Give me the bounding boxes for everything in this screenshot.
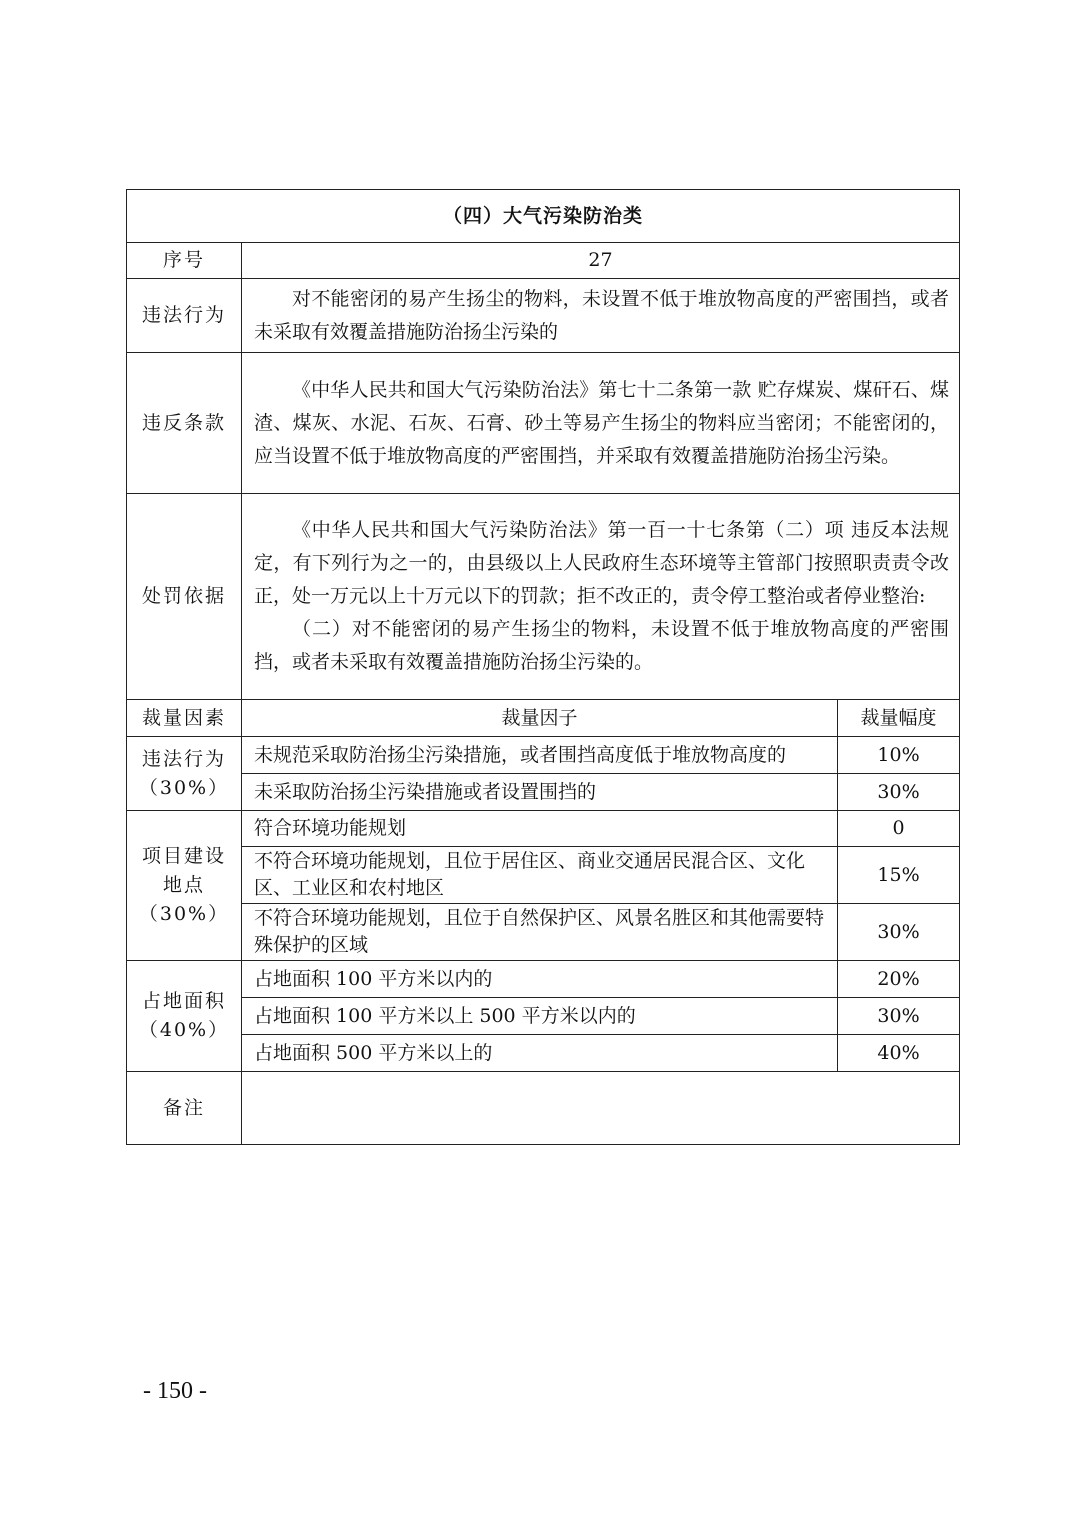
- group-label-line: （30%）: [138, 903, 230, 925]
- factor-text: 未采取防治扬尘污染措施或者设置围挡的: [242, 774, 838, 811]
- factor-text: 未规范采取防治扬尘污染措施，或者围挡高度低于堆放物高度的: [242, 737, 838, 774]
- penalty-basis-paragraph: 《中华人民共和国大气污染防治法》第一百一十七条第（二）项 违反本法规定，有下列行为之一的，由县级以上人民政府生态环境等主管部门按照职责责令改正，处一万元以上十万元以下的罚款；拒不改正的，责令停工整治或者停业整治:: [254, 519, 950, 607]
- group-label-area: [127, 961, 242, 1072]
- discretion-row: [127, 811, 960, 847]
- discretion-row: [127, 961, 960, 998]
- violated-clause-cell: [242, 353, 960, 494]
- discretion-row: [127, 774, 960, 811]
- table-title: （四）大气污染防治类: [127, 190, 960, 243]
- group-label-line: 违法行为: [141, 747, 226, 770]
- violated-clause-text: 《中华人民共和国大气污染防治法》第七十二条第一款 贮存煤炭、煤矸石、煤渣、煤灰、水泥、石灰、石膏、砂土等易产生扬尘的物料应当密闭；不能密闭的，应当设置不低于堆放物高度的严密围挡，并采取有效覆盖措施防治扬尘污染。: [254, 378, 950, 467]
- discretion-row: [127, 847, 960, 904]
- factor-pct: 20%: [838, 961, 960, 998]
- remarks-row: [127, 1072, 960, 1145]
- discretion-row: [127, 998, 960, 1035]
- group-label-violation: [127, 737, 242, 811]
- factor-text: 不符合环境功能规划，且位于居住区、商业交通居民混合区、文化区、工业区和农村地区: [242, 847, 838, 904]
- factor-pct: 30%: [838, 904, 960, 961]
- page-number: - 150 -: [143, 1378, 207, 1404]
- penalty-basis-row: [127, 494, 960, 700]
- group-label-line: （30%）: [138, 776, 230, 799]
- factor-pct: 40%: [838, 1035, 960, 1072]
- serial-row: [127, 243, 960, 279]
- violation-label: 违法行为: [127, 279, 242, 353]
- penalty-basis-paragraph: （二）对不能密闭的易产生扬尘的物料，未设置不低于堆放物高度的严密围挡，或者未采取有效覆盖措施防治扬尘污染的。: [254, 618, 950, 673]
- factor-pct: 10%: [838, 737, 960, 774]
- violation-text: 对不能密闭的易产生扬尘的物料，未设置不低于堆放物高度的严密围挡，或者未采取有效覆盖措施防治扬尘污染的: [254, 287, 950, 343]
- factor-text: 不符合环境功能规划，且位于自然保护区、风景名胜区和其他需要特殊保护的区域: [242, 904, 838, 961]
- group-label-line: 地点: [162, 874, 205, 896]
- group-label-location: [127, 811, 242, 961]
- serial-label: 序号: [127, 243, 242, 279]
- discretion-row: [127, 1035, 960, 1072]
- factor-text: 占地面积 100 平方米以内的: [242, 961, 838, 998]
- violation-row: [127, 279, 960, 353]
- discretion-factor-header: 裁量因素: [127, 700, 242, 737]
- factor-pct: 30%: [838, 774, 960, 811]
- discretion-range-header: 裁量幅度: [838, 700, 960, 737]
- discretion-row: [127, 904, 960, 961]
- discretion-item-header: 裁量因子: [242, 700, 838, 737]
- group-label-line: （40%）: [138, 1019, 230, 1041]
- factor-pct: 30%: [838, 998, 960, 1035]
- factor-text: 占地面积 100 平方米以上 500 平方米以内的: [242, 998, 838, 1035]
- penalty-basis-cell: [242, 494, 960, 700]
- remarks-label: 备注: [127, 1072, 242, 1145]
- remarks-value: [242, 1072, 960, 1145]
- penalty-basis-label: 处罚依据: [127, 494, 242, 700]
- title-row: [127, 190, 960, 243]
- penalty-discretion-table: [126, 189, 960, 1145]
- group-label-line: 项目建设: [141, 845, 226, 867]
- factor-text: 符合环境功能规划: [242, 811, 838, 847]
- violated-clause-row: [127, 353, 960, 494]
- factor-text: 占地面积 500 平方米以上的: [242, 1035, 838, 1072]
- factor-pct: 15%: [838, 847, 960, 904]
- serial-value: 27: [242, 243, 960, 279]
- discretion-row: [127, 737, 960, 774]
- discretion-header-row: [127, 700, 960, 737]
- violated-clause-label: 违反条款: [127, 353, 242, 494]
- group-label-line: 占地面积: [141, 990, 226, 1012]
- violation-text-cell: [242, 279, 960, 353]
- factor-pct: 0: [838, 811, 960, 847]
